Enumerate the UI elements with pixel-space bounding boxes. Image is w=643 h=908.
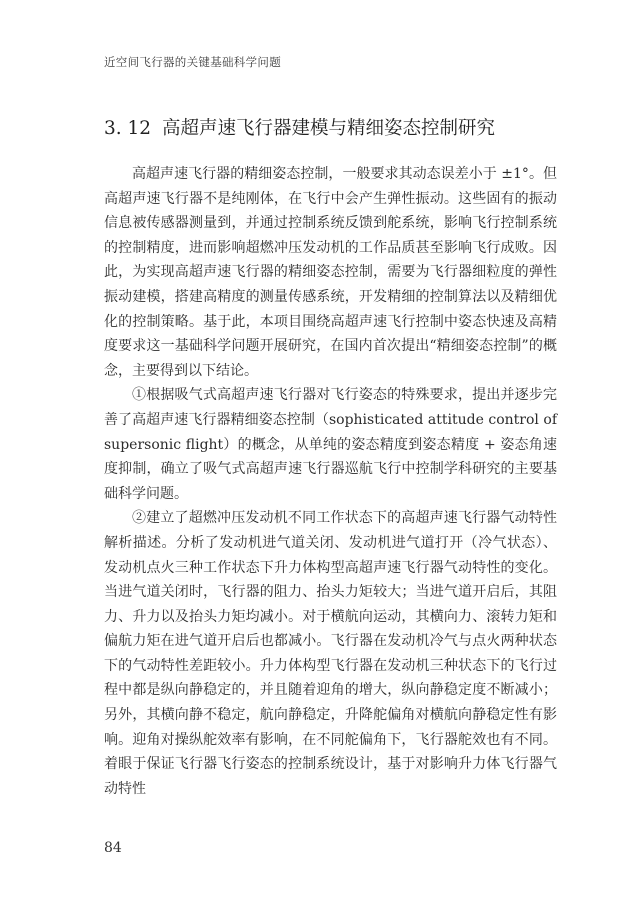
page-number: 84 — [104, 840, 122, 856]
section-heading — [104, 114, 495, 140]
running-header: 近空间飞行器的关键基础科学问题 — [104, 55, 281, 69]
section-title: 高超声速飞行器建模与精细姿态控制研究 — [162, 118, 496, 139]
section-number: 3. 12 — [104, 118, 152, 139]
paragraph-intro: 高超声速飞行器的精细姿态控制，一般要求其动态误差小于 ±1°。但高超声速飞行器不是纯刚体，在飞行中会产生弹性振动。这些固有的振动信息被传感器测量到，并通过控制系统反馈到舵系统，影响飞行控制系统的控制精度，进而影响超燃冲压发动机的工作品质甚至影响飞行成败。因此，为实现高超声速飞行器的精细姿态控制，需要为飞行器细粒度的弹性振动建模，搭建高精度的测量传感系统，开发精细的控制算法以及精细优化的控制策略。基于此，本项目围绕高超声速飞行控制中姿态快速及高精度要求这一基础科学问题开展研究，在国内首次提出“精细姿态控制”的概念，主要得到以下结论。 — [104, 166, 557, 379]
paragraph-conclusion-1: ①根据吸气式高超声速飞行器对飞行姿态的特殊要求，提出并逐步完善了高超声速飞行器精细姿态控制（sophisticated attitude control of supersonic flight）的概念，从单纯的姿态精度到姿态精度 + 姿态角速度抑制，确立了吸气式高超声速飞行器巡航飞行中控制学科研究的主要基础科学问题。 — [104, 387, 557, 502]
body-text — [104, 162, 557, 801]
paragraph-conclusion-2: ②建立了超燃冲压发动机不同工作状态下的高超声速飞行器气动特性解析描述。分析了发动机进气道关闭、发动机进气道打开（冷气状态）、发动机点火三种工作状态下升力体构型高超声速飞行器气动特性的变化。当进气道关闭时，飞行器的阻力、抬头力矩较大；当进气道开启后，其阻力、升力以及抬头力矩均减小。对于横航向运动，其横向力、滚转力矩和偏航力矩在进气道开启后也都减小。飞行器在发动机冷气与点火两种状态下的气动特性差距较小。升力体构型飞行器在发动机三种状态下的飞行过程中都是纵向静稳定的，并且随着迎角的增大，纵向静稳定度不断减小；另外，其横向静不稳定，航向静稳定，升降舵偏角对横航向静稳定性有影响。迎角对操纵舵效率有影响，在不同舵偏角下，飞行器舵效也有不同。着眼于保证飞行器飞行姿态的控制系统设计，基于对影响升力体飞行器气动特性 — [104, 510, 557, 797]
